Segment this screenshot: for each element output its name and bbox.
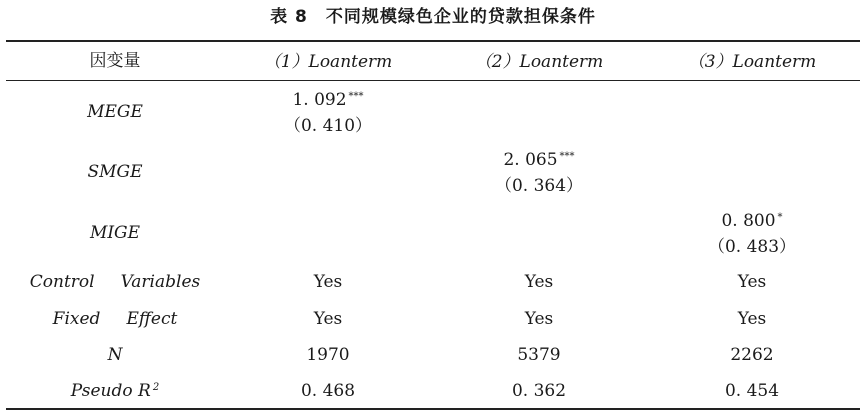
row-label-smge: SMGE <box>87 162 143 182</box>
fixed-col1: Yes <box>313 309 343 329</box>
row-label-fixed-effect: Fixed Effect <box>52 309 178 329</box>
bottom-rule <box>6 408 860 410</box>
table-title: 表 8 不同规模绿色企业的贷款担保条件 <box>270 7 596 27</box>
n-col1: 1970 <box>306 345 350 365</box>
mege-col1-coefficient: 1. 092 *** <box>292 90 364 110</box>
header-col3: （3）Loanterm <box>687 52 817 72</box>
top-rule <box>6 40 860 42</box>
fixed-col2: Yes <box>524 309 554 329</box>
row-label-control-variables: Control Variables <box>29 272 201 292</box>
pseudo-col1: 0. 468 <box>300 381 356 401</box>
header-col2: （2）Loanterm <box>474 52 604 72</box>
mige-col3-se: （0. 483） <box>707 237 797 257</box>
control-col3: Yes <box>737 272 767 292</box>
row-label-n: N <box>107 345 123 365</box>
row-label-pseudo-r2: Pseudo R $^2$ <box>70 381 160 401</box>
row-label-mige: MIGE <box>89 223 141 243</box>
n-col2: 5379 <box>517 345 561 365</box>
pseudo-r2-superscript: 2 <box>152 382 160 393</box>
header-col1: （1）Loanterm <box>263 52 393 72</box>
pseudo-col3: 0. 454 <box>724 381 780 401</box>
header-dependent-variable: 因变量 <box>89 51 141 71</box>
mege-col1-se: （0. 410） <box>283 116 373 136</box>
smge-col2-coefficient: 2. 065 *** <box>503 150 575 170</box>
mege-col1-stars: *** <box>348 91 364 102</box>
row-label-mege: MEGE <box>87 102 143 122</box>
control-col2: Yes <box>524 272 554 292</box>
pseudo-col2: 0. 362 <box>511 381 567 401</box>
fixed-col3: Yes <box>737 309 767 329</box>
mige-col3-coefficient: 0. 800 * <box>721 211 783 231</box>
n-col3: 2262 <box>730 345 774 365</box>
header-rule <box>6 80 860 81</box>
smge-col2-se: （0. 364） <box>494 176 584 196</box>
mige-col3-stars: * <box>777 212 783 223</box>
control-col1: Yes <box>313 272 343 292</box>
smge-col2-stars: *** <box>559 151 575 162</box>
